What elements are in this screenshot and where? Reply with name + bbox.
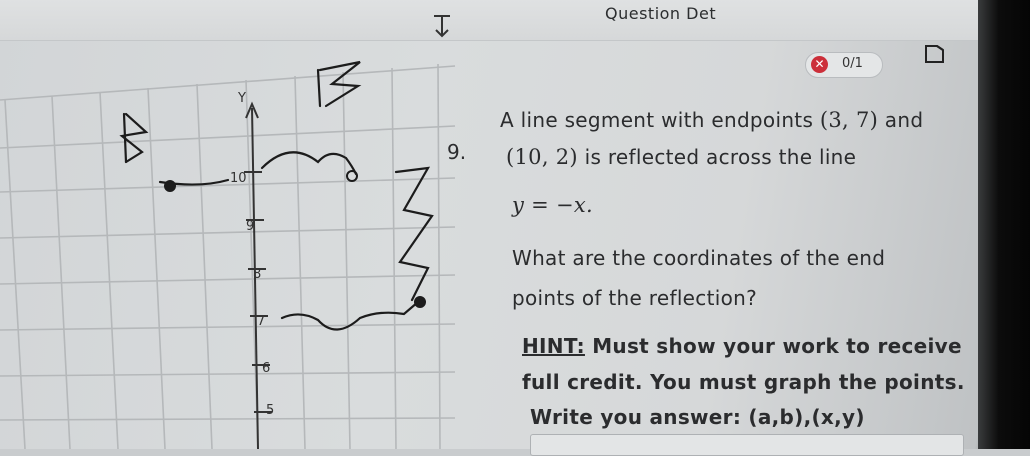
header-title: Question Det	[605, 4, 717, 23]
prompt-line-1: What are the coordinates of the end	[512, 246, 886, 270]
question-details-header	[0, 0, 980, 41]
question-line-3	[512, 193, 593, 217]
x-circle-icon: ✕	[811, 56, 828, 73]
flag-question-icon[interactable]	[924, 44, 946, 64]
score-badge[interactable]	[805, 52, 883, 78]
question-line-1	[500, 108, 923, 132]
handwritten-b-mark: B	[330, 102, 331, 103]
answer-instruction	[530, 405, 865, 429]
question-line-2	[506, 145, 856, 169]
prompt-line-2: points of the reflection?	[512, 286, 758, 310]
y-tick-marks	[244, 172, 272, 412]
hint-label: HINT:	[522, 334, 585, 358]
y-tick-label: 9	[246, 219, 255, 234]
answer-prefix: Write you answer:	[530, 405, 742, 429]
question-text: and	[884, 108, 924, 132]
score-value: 0/1	[842, 56, 863, 71]
hint-line-1	[522, 334, 962, 358]
answer-input[interactable]	[530, 434, 964, 456]
y-tick-label: 5	[266, 403, 275, 418]
answer-format: (a,b),(x,y)	[748, 405, 865, 429]
y-tick-label: 10	[230, 171, 247, 186]
screen-bezel	[978, 0, 1030, 449]
question-text: A line segment with endpoints	[500, 108, 814, 132]
grid-lines	[0, 64, 455, 449]
text-cursor-icon	[430, 14, 454, 40]
y-tick-label: 6	[262, 361, 271, 376]
y-tick-label: 8	[253, 267, 262, 282]
y-tick-label: 7	[257, 314, 266, 329]
question-text: is reflected across the line	[584, 145, 857, 169]
endpoint-2: (10, 2)	[506, 145, 578, 169]
handwritten-b-mark: B	[128, 150, 129, 151]
question-number: 9.	[447, 140, 467, 164]
graph-paper[interactable]	[0, 40, 460, 449]
endpoint-1: (3, 7)	[819, 108, 879, 132]
handwritten-sketch	[122, 62, 432, 330]
y-axis-label: Y	[238, 91, 246, 106]
reflection-line-equation: y = −x.	[512, 193, 594, 217]
hint-text: Must show your work to receive	[592, 334, 962, 358]
hint-line-2: full credit. You must graph the points.	[522, 370, 965, 394]
